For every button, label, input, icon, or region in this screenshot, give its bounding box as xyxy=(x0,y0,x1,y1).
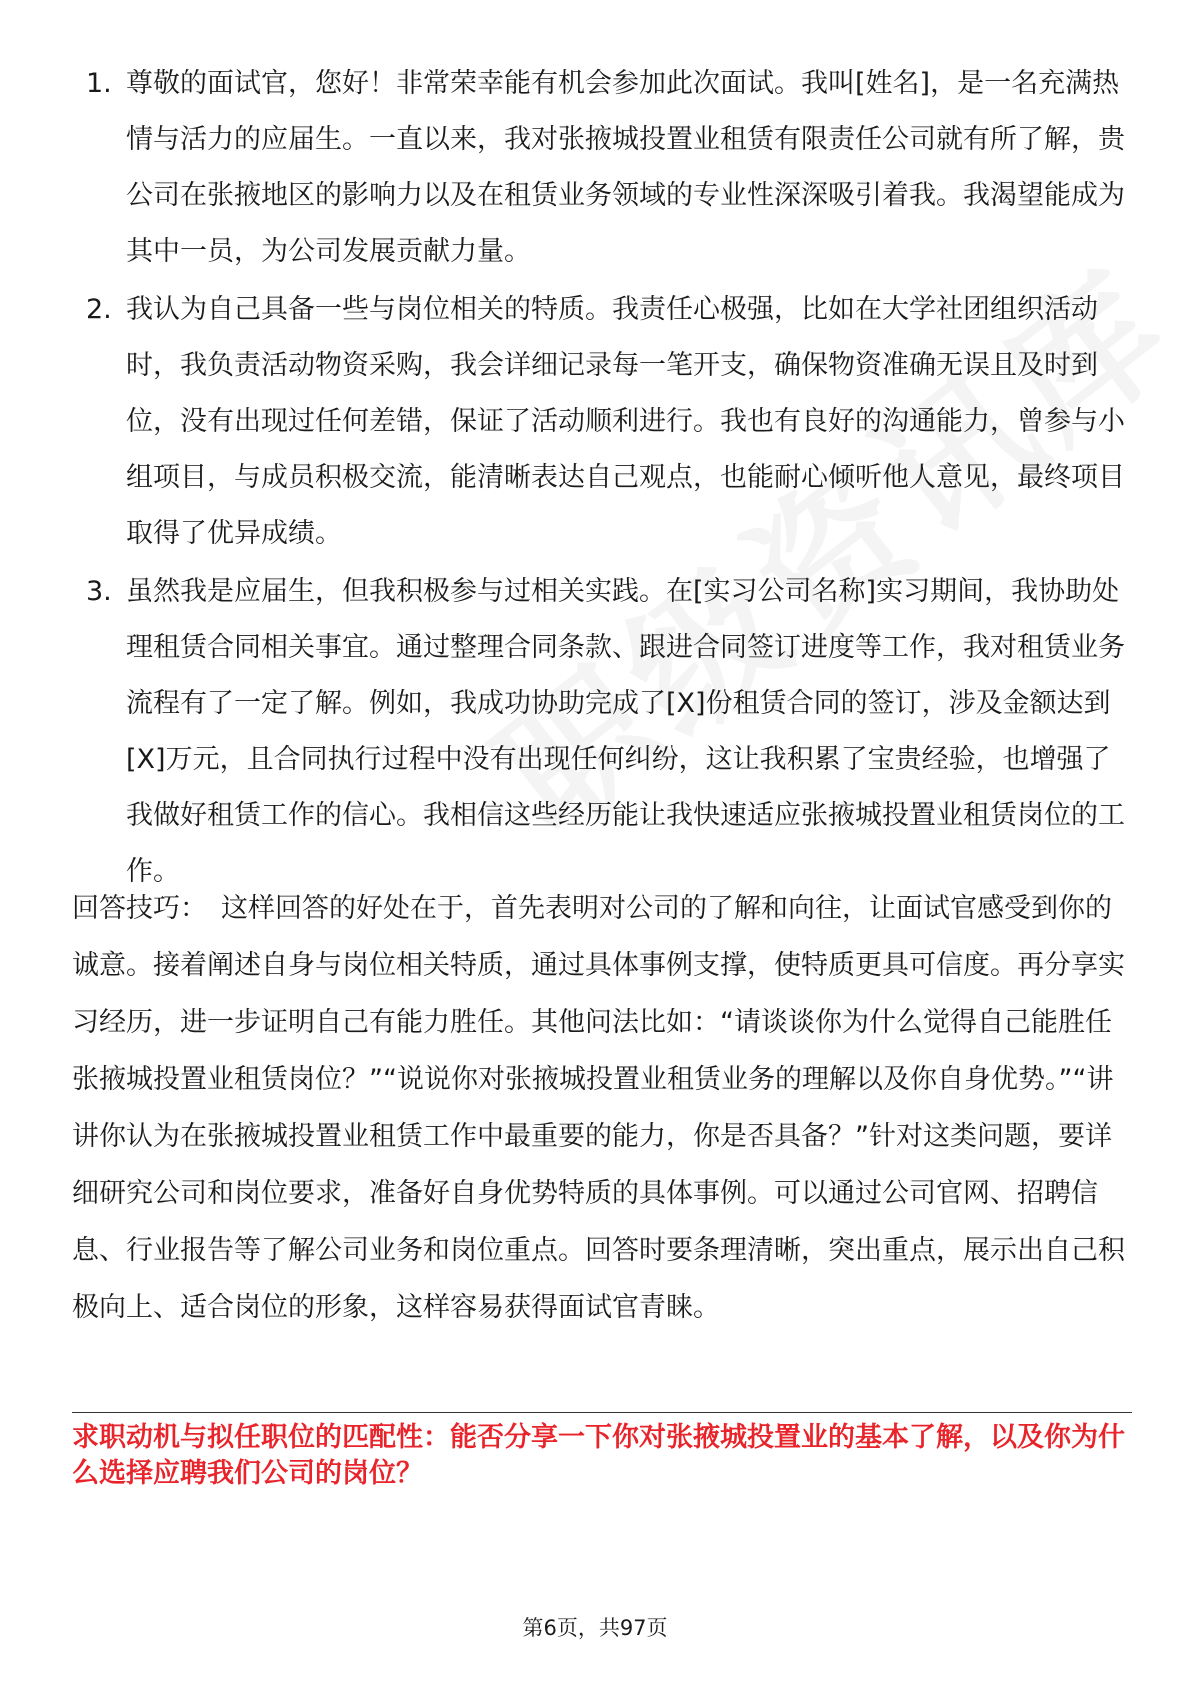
answer-list xyxy=(72,56,1132,902)
section-divider xyxy=(72,1412,1132,1413)
answer-tips xyxy=(72,880,1132,1336)
answer-number: 3. xyxy=(86,576,112,607)
answer-item xyxy=(72,282,1132,562)
tips-text: 这样回答的好处在于，首先表明对公司的了解和向往，让面试官感受到你的诚意。接着阐述自身与岗位相关特质，通过具体事例支撑，使特质更具可信度。再分享实习经历，进一步证明自己有能力胜任。其他问法比如：“请谈谈你为什么觉得自己能胜任张掖城投置业租赁岗位？”“说说你对张掖城投置业租赁业务的理解以及你自身优势。”“讲讲你认为在张掖城投置业租赁工作中最重要的能力，你是否具备？”针对这类问题，要详细研究公司和岗位要求，准备好自身优势特质的具体事例。可以通过公司官网、招聘信息、行业报告等了解公司业务和岗位重点。回答时要条理清晰，突出重点，展示出自己积极向上、适合岗位的形象，这样容易获得面试官青睐。 xyxy=(72,893,1125,1323)
answer-text: 我认为自己具备一些与岗位相关的特质。我责任心极强，比如在大学社团组织活动时，我负责活动物资采购，我会详细记录每一笔开支，确保物资准确无误且及时到位，没有出现过任何差错，保证了活动顺利进行。我也有良好的沟通能力，曾参与小组项目，与成员积极交流，能清晰表达自己观点，也能耐心倾听他人意见，最终项目取得了优异成绩。 xyxy=(126,294,1125,549)
next-question-heading: 求职动机与拟任职位的匹配性：能否分享一下你对张掖城投置业的基本了解，以及你为什么选择应聘我们公司的岗位？ xyxy=(72,1422,1125,1489)
answer-item xyxy=(72,564,1132,900)
answer-text: 虽然我是应届生，但我积极参与过相关实践。在[实习公司名称]实习期间，我协助处理租赁合同相关事宜。通过整理合同条款、跟进合同签订进度等工作，我对租赁业务流程有了一定了解。例如，我成功协助完成了[X]份租赁合同的签订，涉及金额达到[X]万元，且合同执行过程中没有出现任何纠纷，这让我积累了宝贵经验，也增强了我做好租赁工作的信心。我相信这些经历能让我快速适应张掖城投置业租赁岗位的工作。 xyxy=(126,576,1125,887)
page-number: 第6页，共97页 xyxy=(522,1616,668,1640)
tips-label: 回答技巧： xyxy=(72,893,207,924)
answer-item xyxy=(72,56,1132,280)
answer-number: 1. xyxy=(86,68,112,99)
answer-text: 尊敬的面试官，您好！非常荣幸能有机会参加此次面试。我叫[姓名]，是一名充满热情与活力的应届生。一直以来，我对张掖城投置业租赁有限责任公司就有所了解，贵公司在张掖地区的影响力以及在租赁业务领域的专业性深深吸引着我。我渴望能成为其中一员，为公司发展贡献力量。 xyxy=(126,68,1125,267)
answer-number: 2. xyxy=(86,294,112,325)
